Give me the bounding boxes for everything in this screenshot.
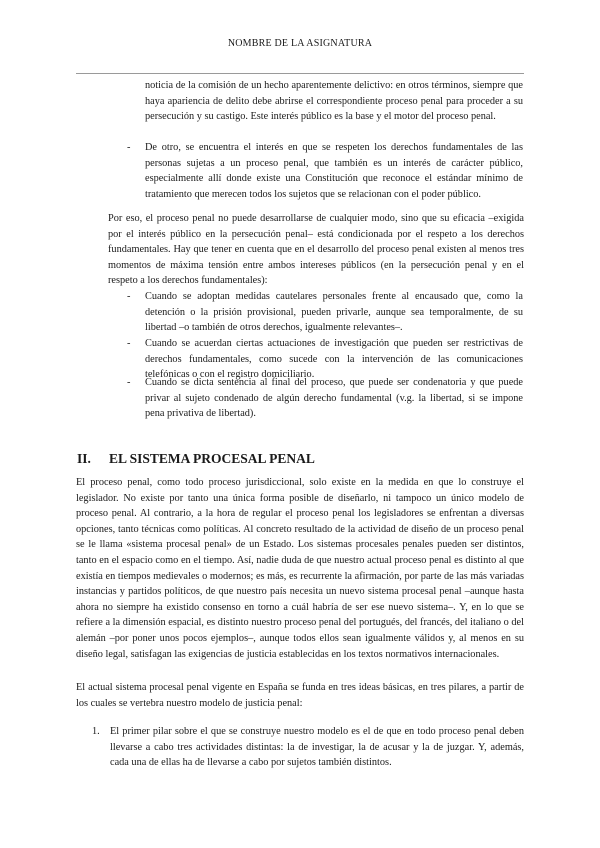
bullet-fundamental-rights: De otro, se encuentra el interés en que se respeten los derechos fundamentales de las personas sujetas a un proceso penal, que también es un interés de carácter público, especialmente allí donde existe una Constitución que reconoce el estándar mínimo de tratamiento que merecen todos los sujetos que se relacionan con el poder público. <box>145 142 523 200</box>
bullet-marker: - <box>127 142 131 153</box>
paragraph-tres-pilares: El actual sistema procesal penal vigente en España se funda en tres ideas básicas, en tres pilares, a partir de los cuales se vertebra nuestro modelo de justicia penal: <box>76 682 524 709</box>
header-divider <box>76 73 524 74</box>
bullet-investigacion: Cuando se acuerdan ciertas actuaciones de investigación que pueden ser restrictivas de derechos fundamentales, como sucede con la intervención de las comunicaciones telefónicas o con el registro domiciliario. <box>145 338 523 381</box>
paragraph-tension: Por eso, el proceso penal no puede desarrollarse de cualquier modo, sino que su eficacia –exigida por el interés público en la persecución penal– está condicionada por el respeto a los derechos fundamentales. Hay que tener en cuenta que en el desarrollo del proceso penal existen al menos tres momentos de máxima tensión entre ambos intereses públicos (en la persecución penal y en el respeto a los derechos fundamentales): <box>108 213 524 287</box>
numbered-item-primer-pilar: El primer pilar sobre el que se construye nuestro modelo es el de que en todo proceso penal deben llevarse a cabo tres actividades distintas: la de investigar, la de acusar y la de juzgar. Y, además, cada una de ellas ha de llevarse a cabo por sujetos también distintos. <box>110 726 524 769</box>
intro-continuation-paragraph: noticia de la comisión de un hecho aparentemente delictivo: en otros términos, siempre que haya apariencia de delito debe abrirse el correspondiente proceso penal para proceder a su persecución y su castigo. Este interés público es la base y el motor del proceso penal. <box>145 80 523 123</box>
list-number: 1. <box>92 726 100 737</box>
bullet-marker: - <box>127 338 131 349</box>
paragraph-sistema-procesal: El proceso penal, como todo proceso jurisdiccional, solo existe en la medida en que lo construye el legislador. No existe por tanto una única forma posible de diseñarlo, ni tampoco un único modelo de proceso penal. Al contrario, a la hora de regular el proceso penal los legisladores se enfrentan a diversas opciones, tanto técnicas como políticas. Al concreto resultado de la actividad de diseño de un proceso penal se le llama «sistema procesal penal» de un Estado. Los sistemas procesales penales pueden ser distintos, tanto en el espacio como en el tiempo. Así, nadie duda de que nuestro actual proceso penal es distinto al que existía en tiempos medievales o modernos; es más, es recurrente la afirmación, por parte de las más variadas instancias y partidos políticos, de que nuestro país necesita un nuevo sistema procesal penal –aunque hasta ahora no siempre ha existido consenso en torno a cuál habría de ser ese nuevo sistema–. Y, en lo que se refiere a la dimensión espacial, es distinto nuestro proceso penal del portugués, del francés, del italiano o del alemán –por poner unos pocos ejemplos–, aunque todos ellos sean igualmente válidos y, al menos en su diseño legal, satisfagan las exigencias de justicia establecidas en los textos normativos internacionales. <box>76 477 524 660</box>
section-number: II. <box>77 451 91 466</box>
bullet-sentencia: Cuando se dicta sentencia al final del proceso, que puede ser condenatoria y que puede privar al sujeto condenado de algún derecho fundamental (v.g. la libertad, si se impone pena privativa de libertad). <box>145 377 523 420</box>
bullet-cautelares: Cuando se adoptan medidas cautelares personales frente al encausado que, como la detención o la prisión provisional, pueden privarle, aunque sea temporalmente, de su libertad –o también de otros derechos, igualmente relevantes–. <box>145 291 523 334</box>
bullet-marker: - <box>127 291 131 302</box>
section-title: EL SISTEMA PROCESAL PENAL <box>109 451 315 466</box>
section-heading <box>77 451 315 467</box>
bullet-marker: - <box>127 377 131 388</box>
page-header-title: NOMBRE DE LA ASIGNATURA <box>227 38 373 49</box>
